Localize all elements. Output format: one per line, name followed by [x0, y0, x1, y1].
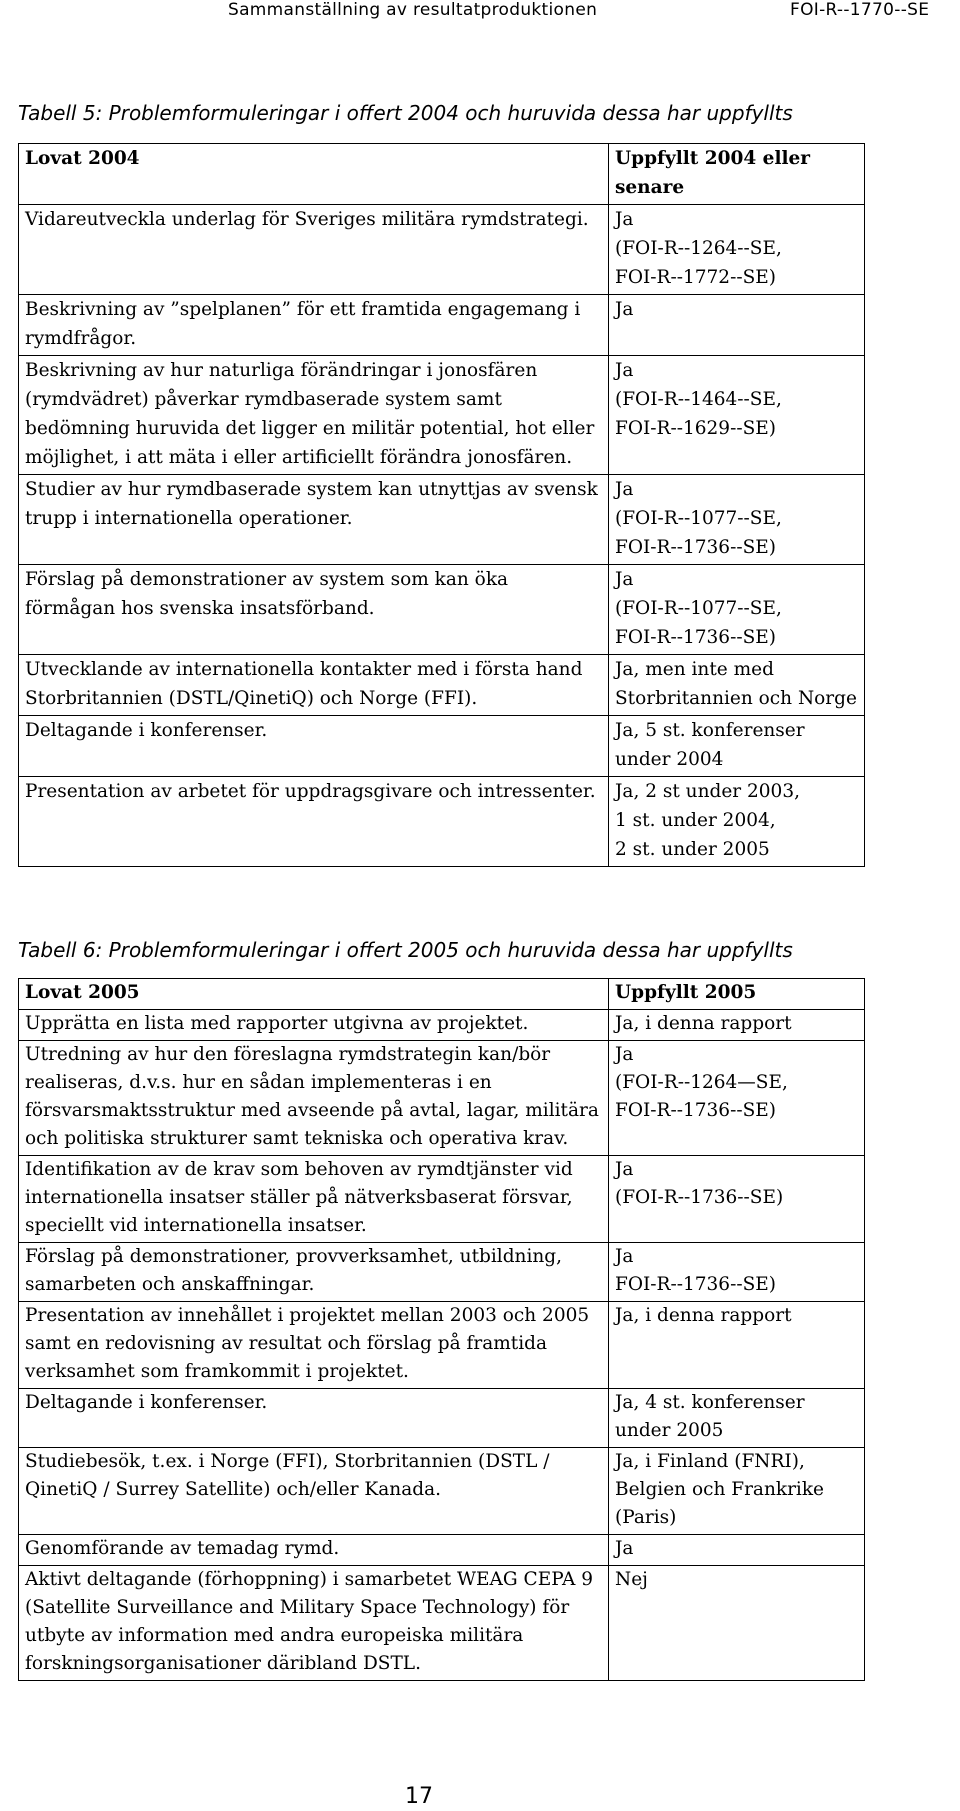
promised-cell: Deltagande i konferenser. — [19, 1389, 609, 1448]
promised-cell: Förslag på demonstrationer av system som kan öka förmågan hos svenska insatsförband. — [19, 565, 609, 655]
table-row — [19, 1243, 865, 1302]
promised-cell: Förslag på demonstrationer, provverksamhet, utbildning, samarbeten och anskaffningar. — [19, 1243, 609, 1302]
promised-cell: Vidareutveckla underlag för Sveriges militära rymdstrategi. — [19, 205, 609, 295]
table6 — [18, 978, 865, 1681]
table-row — [19, 1041, 865, 1156]
table5 — [18, 143, 865, 867]
table-row — [19, 1010, 865, 1041]
table6-caption: Tabell 6: Problemformuleringar i offert 2005 och huruvida dessa har uppfyllts — [18, 938, 793, 962]
promised-cell: Studier av hur rymdbaserade system kan utnyttjas av svensk trupp i internationella operationer. — [19, 475, 609, 565]
fulfilled-cell: Ja, 4 st. konferenser under 2005 — [609, 1389, 865, 1448]
table5-caption: Tabell 5: Problemformuleringar i offert 2004 och huruvida dessa har uppfyllts — [18, 101, 793, 125]
fulfilled-cell: Ja, i Finland (FNRI), Belgien och Frankrike (Paris) — [609, 1448, 865, 1535]
table6-col2-header: Uppfyllt 2005 — [609, 979, 865, 1010]
fulfilled-cell: Ja (FOI-R--1264—SE, FOI-R--1736--SE) — [609, 1041, 865, 1156]
fulfilled-cell: Ja — [609, 1535, 865, 1566]
fulfilled-cell: Ja (FOI-R--1077--SE, FOI-R--1736--SE) — [609, 565, 865, 655]
fulfilled-cell: Ja FOI-R--1736--SE) — [609, 1243, 865, 1302]
fulfilled-cell: Ja (FOI-R--1264--SE, FOI-R--1772--SE) — [609, 205, 865, 295]
table5-header-row — [19, 144, 865, 205]
table-row — [19, 295, 865, 356]
table-row — [19, 1535, 865, 1566]
table-row — [19, 356, 865, 475]
promised-cell: Upprätta en lista med rapporter utgivna av projektet. — [19, 1010, 609, 1041]
fulfilled-cell: Ja — [609, 295, 865, 356]
promised-cell: Utvecklande av internationella kontakter med i första hand Storbritannien (DSTL/QinetiQ) och Norge (FFI). — [19, 655, 609, 716]
promised-cell: Beskrivning av hur naturliga förändringar i jonosfären (rymdvädret) påverkar rymdbaserade system samt bedömning huruvida det ligger en militär potential, hot eller möjlighet, i att mäta i eller artificiellt förändra jonosfären. — [19, 356, 609, 475]
promised-cell: Studiebesök, t.ex. i Norge (FFI), Storbritannien (DSTL / QinetiQ / Surrey Satellite) och/eller Kanada. — [19, 1448, 609, 1535]
fulfilled-cell: Ja, 2 st under 2003, 1 st. under 2004, 2 st. under 2005 — [609, 777, 865, 867]
table-row — [19, 777, 865, 867]
fulfilled-cell: Ja (FOI-R--1736--SE) — [609, 1156, 865, 1243]
promised-cell: Presentation av innehållet i projektet mellan 2003 och 2005 samt en redovisning av resultat och förslag på framtida verksamhet som framkommit i projektet. — [19, 1302, 609, 1389]
promised-cell: Genomförande av temadag rymd. — [19, 1535, 609, 1566]
header-title: Sammanställning av resultatproduktionen — [228, 0, 598, 20]
fulfilled-cell: Ja, i denna rapport — [609, 1302, 865, 1389]
promised-cell: Deltagande i konferenser. — [19, 716, 609, 777]
table5-col2-header: Uppfyllt 2004 eller senare — [609, 144, 865, 205]
table-row — [19, 716, 865, 777]
fulfilled-cell: Ja, 5 st. konferenser under 2004 — [609, 716, 865, 777]
page-number: 17 — [405, 1784, 433, 1809]
fulfilled-cell: Ja (FOI-R--1464--SE, FOI-R--1629--SE) — [609, 356, 865, 475]
fulfilled-cell: Ja, i denna rapport — [609, 1010, 865, 1041]
promised-cell: Beskrivning av ”spelplanen” för ett framtida engagemang i rymdfrågor. — [19, 295, 609, 356]
fulfilled-cell: Nej — [609, 1566, 865, 1681]
table-row — [19, 1302, 865, 1389]
table-row — [19, 655, 865, 716]
table-row — [19, 1448, 865, 1535]
table5-col1-header: Lovat 2004 — [19, 144, 609, 205]
table-row — [19, 1156, 865, 1243]
promised-cell: Presentation av arbetet för uppdragsgivare och intressenter. — [19, 777, 609, 867]
table6-col1-header: Lovat 2005 — [19, 979, 609, 1010]
table-row — [19, 565, 865, 655]
table-row — [19, 1389, 865, 1448]
promised-cell: Aktivt deltagande (förhoppning) i samarbetet WEAG CEPA 9 (Satellite Surveillance and Military Space Technology) för utbyte av information med andra europeiska militära forskningsorganisationer däribland DSTL. — [19, 1566, 609, 1681]
report-number: FOI-R--1770--SE — [790, 0, 930, 20]
fulfilled-cell: Ja, men inte med Storbritannien och Norge — [609, 655, 865, 716]
promised-cell: Identifikation av de krav som behoven av rymdtjänster vid internationella insatser ställer på nätverksbaserat försvar, speciellt vid internationella insatser. — [19, 1156, 609, 1243]
table-row — [19, 1566, 865, 1681]
table-row — [19, 205, 865, 295]
table6-header-row — [19, 979, 865, 1010]
table-row — [19, 475, 865, 565]
fulfilled-cell: Ja (FOI-R--1077--SE, FOI-R--1736--SE) — [609, 475, 865, 565]
promised-cell: Utredning av hur den föreslagna rymdstrategin kan/bör realiseras, d.v.s. hur en sådan implementeras i en försvarsmaktsstruktur med avseende på avtal, lagar, militära och politiska strukturer samt tekniska och operativa krav. — [19, 1041, 609, 1156]
